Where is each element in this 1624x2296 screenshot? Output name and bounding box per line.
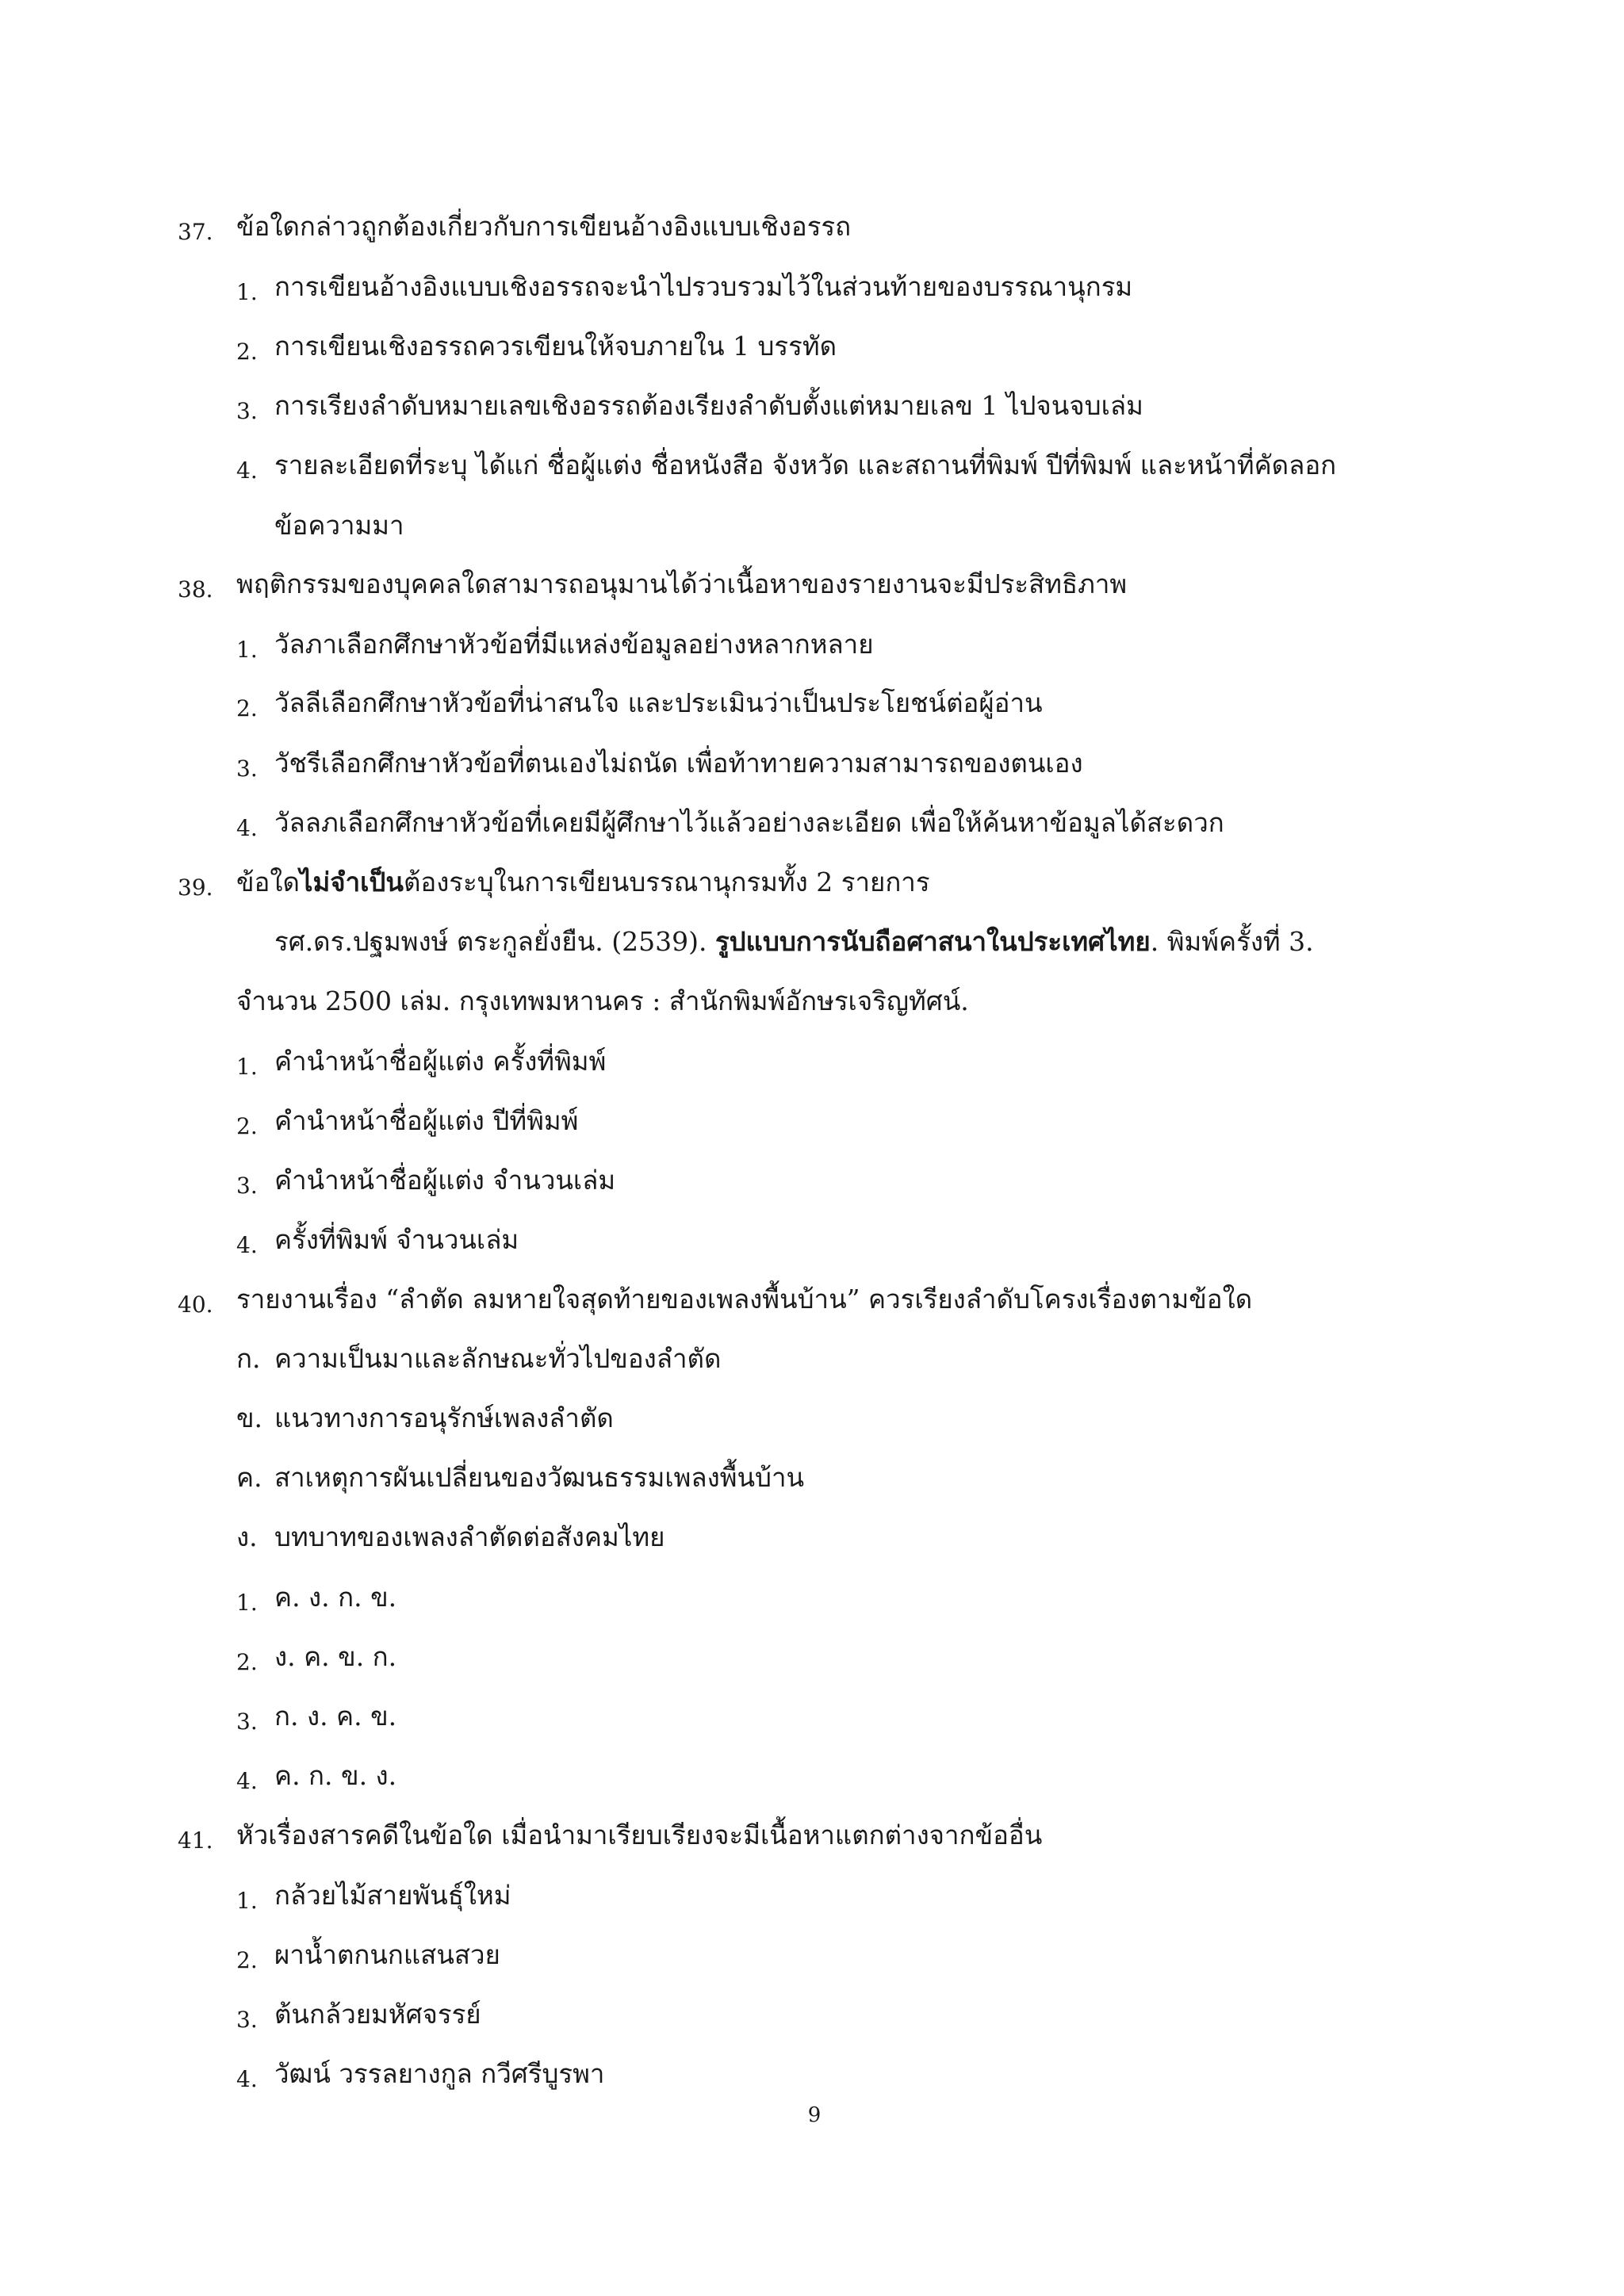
q39-option-3-text: คำนำหน้าชื่อผู้แต่ง จำนวนเล่ม [274, 1165, 616, 1196]
q41-option-1-text: กล้วยไม้สายพันธุ์ใหม่ [274, 1880, 511, 1911]
q40-item-ka-letter: ก. [236, 1343, 261, 1374]
q38-option-1-text: วัลภาเลือกศึกษาหัวข้อที่มีแหล่งข้อมูลอย่างหลากหลาย [274, 629, 874, 660]
q40-item-kho-khwai-letter: ค. [236, 1462, 262, 1493]
q40-option-2-text: ง. ค. ข. ก. [274, 1641, 397, 1672]
q38-option-3-number: 3. [236, 756, 258, 782]
q38-option-4-number: 4. [236, 815, 258, 841]
question-39-text [236, 867, 930, 898]
q37-option-2-text: การเขียนเชิงอรรถควรเขียนให้จบภายใน 1 บรรทัด [274, 331, 837, 362]
q39-option-4-number: 4. [236, 1232, 258, 1258]
page-number: 9 [807, 2103, 822, 2127]
q39-text-after: ต้องระบุในการเขียนบรรณานุกรมทั้ง 2 รายการ [403, 867, 930, 897]
q39-option-2-number: 2. [236, 1113, 258, 1139]
q41-option-2-text: ผาน้ำตกนกแสนสวย [274, 1939, 500, 1970]
q37-option-2-number: 2. [236, 339, 258, 365]
q40-option-4-number: 4. [236, 1768, 258, 1794]
q39-option-4-text: ครั้งที่พิมพ์ จำนวนเล่ม [274, 1224, 519, 1255]
q41-option-2-number: 2. [236, 1947, 258, 1973]
q40-item-kho-text: แนวทางการอนุรักษ์เพลงลำตัด [274, 1402, 614, 1433]
q38-option-1-number: 1. [236, 637, 258, 663]
q40-option-4-text: ค. ก. ข. ง. [274, 1760, 397, 1791]
q40-option-1-number: 1. [236, 1590, 258, 1616]
q37-option-4-text: รายละเอียดที่ระบุ ได้แก่ ชื่อผู้แต่ง ชื่อหนังสือ จังหวัด และสถานที่พิมพ์ ปีที่พิมพ์ และหน้าที่คัดลอก [274, 450, 1337, 480]
question-40-text: รายงานเรื่อง “ลำตัด ลมหายใจสุดท้ายของเพลงพื้นบ้าน” ควรเรียงลำดับโครงเรื่องตามข้อใด [236, 1284, 1253, 1314]
q38-option-4-text: วัลลภเลือกศึกษาหัวข้อที่เคยมีผู้ศึกษาไว้แล้วอย่างละเอียด เพื่อให้ค้นหาข้อมูลได้สะดวก [274, 807, 1224, 838]
q37-option-4-number: 4. [236, 457, 258, 484]
q40-item-kho-khwai-text: สาเหตุการผันเปลี่ยนของวัฒนธรรมเพลงพื้นบ้าน [274, 1462, 805, 1493]
q40-option-2-number: 2. [236, 1649, 258, 1675]
q40-item-ngo-letter: ง. [236, 1521, 258, 1552]
q39-option-1-number: 1. [236, 1054, 258, 1080]
q38-option-3-text: วัชรีเลือกศึกษาหัวข้อที่ตนเองไม่ถนัด เพื่อท้าทายความสามารถของตนเอง [274, 748, 1083, 779]
q40-option-3-number: 3. [236, 1709, 258, 1735]
q38-option-2-number: 2. [236, 695, 258, 721]
q40-option-3-text: ก. ง. ค. ข. [274, 1701, 397, 1732]
q41-option-3-number: 3. [236, 2007, 258, 2033]
q39-reference-part2: . พิมพ์ครั้งที่ 3. [1150, 926, 1314, 957]
q41-option-4-number: 4. [236, 2066, 258, 2092]
q39-reference-title: รูปแบบการนับถือศาสนาในประเทศไทย [714, 926, 1151, 957]
q39-text-before: ข้อใด [236, 867, 300, 897]
q39-option-3-number: 3. [236, 1173, 258, 1199]
q40-option-1-text: ค. ง. ก. ข. [274, 1582, 397, 1613]
question-37-text: ข้อใดกล่าวถูกต้องเกี่ยวกับการเขียนอ้างอิงแบบเชิงอรรถ [236, 211, 852, 242]
q41-option-4-text: วัฒน์ วรรลยางกูล กวีศรีบูรพา [274, 2058, 605, 2089]
question-38-number: 38. [178, 576, 213, 603]
q40-item-ngo-text: บทบาทของเพลงลำตัดต่อสังคมไทย [274, 1521, 665, 1552]
q41-option-3-text: ต้นกล้วยมหัศจรรย์ [274, 1999, 481, 2030]
question-41-text: หัวเรื่องสารคดีในข้อใด เมื่อนำมาเรียบเรียงจะมีเนื้อหาแตกต่างจากข้ออื่น [236, 1820, 1043, 1850]
q39-text-bold: ไม่จำเป็น [299, 867, 404, 897]
q37-option-3-number: 3. [236, 398, 258, 424]
q37-option-3-text: การเรียงลำดับหมายเลขเชิงอรรถต้องเรียงลำดับตั้งแต่หมายเลข 1 ไปจนจบเล่ม [274, 390, 1143, 421]
q40-item-kho-letter: ข. [236, 1402, 263, 1433]
q37-option-1-text: การเขียนอ้างอิงแบบเชิงอรรถจะนำไปรวบรวมไว้ในส่วนท้ายของบรรณานุกรม [274, 271, 1133, 302]
q39-option-1-text: คำนำหน้าชื่อผู้แต่ง ครั้งที่พิมพ์ [274, 1046, 607, 1077]
q37-option-4-continuation: ข้อความมา [274, 510, 404, 541]
q39-reference-line-1 [274, 926, 1314, 958]
question-37-number: 37. [178, 219, 213, 245]
question-39-number: 39. [178, 874, 213, 901]
q39-reference-part1: รศ.ดร.ปฐมพงษ์ ตระกูลยั่งยืน. (2539). [274, 926, 715, 957]
question-38-text: พฤติกรรมของบุคคลใดสามารถอนุมานได้ว่าเนื้อหาของรายงานจะมีประสิทธิภาพ [236, 568, 1128, 599]
q38-option-2-text: วัลลีเลือกศึกษาหัวข้อที่น่าสนใจ และประเมินว่าเป็นประโยชน์ต่อผู้อ่าน [274, 687, 1043, 718]
q39-option-2-text: คำนำหน้าชื่อผู้แต่ง ปีที่พิมพ์ [274, 1105, 579, 1136]
q39-reference-line-2: จำนวน 2500 เล่ม. กรุงเทพมหานคร : สำนักพิมพ์อักษรเจริญทัศน์. [236, 985, 969, 1016]
q40-item-ka-text: ความเป็นมาและลักษณะทั่วไปของลำตัด [274, 1343, 722, 1374]
q37-option-1-number: 1. [236, 279, 258, 305]
question-40-number: 40. [178, 1292, 213, 1318]
question-41-number: 41. [178, 1827, 213, 1854]
q41-option-1-number: 1. [236, 1888, 258, 1914]
